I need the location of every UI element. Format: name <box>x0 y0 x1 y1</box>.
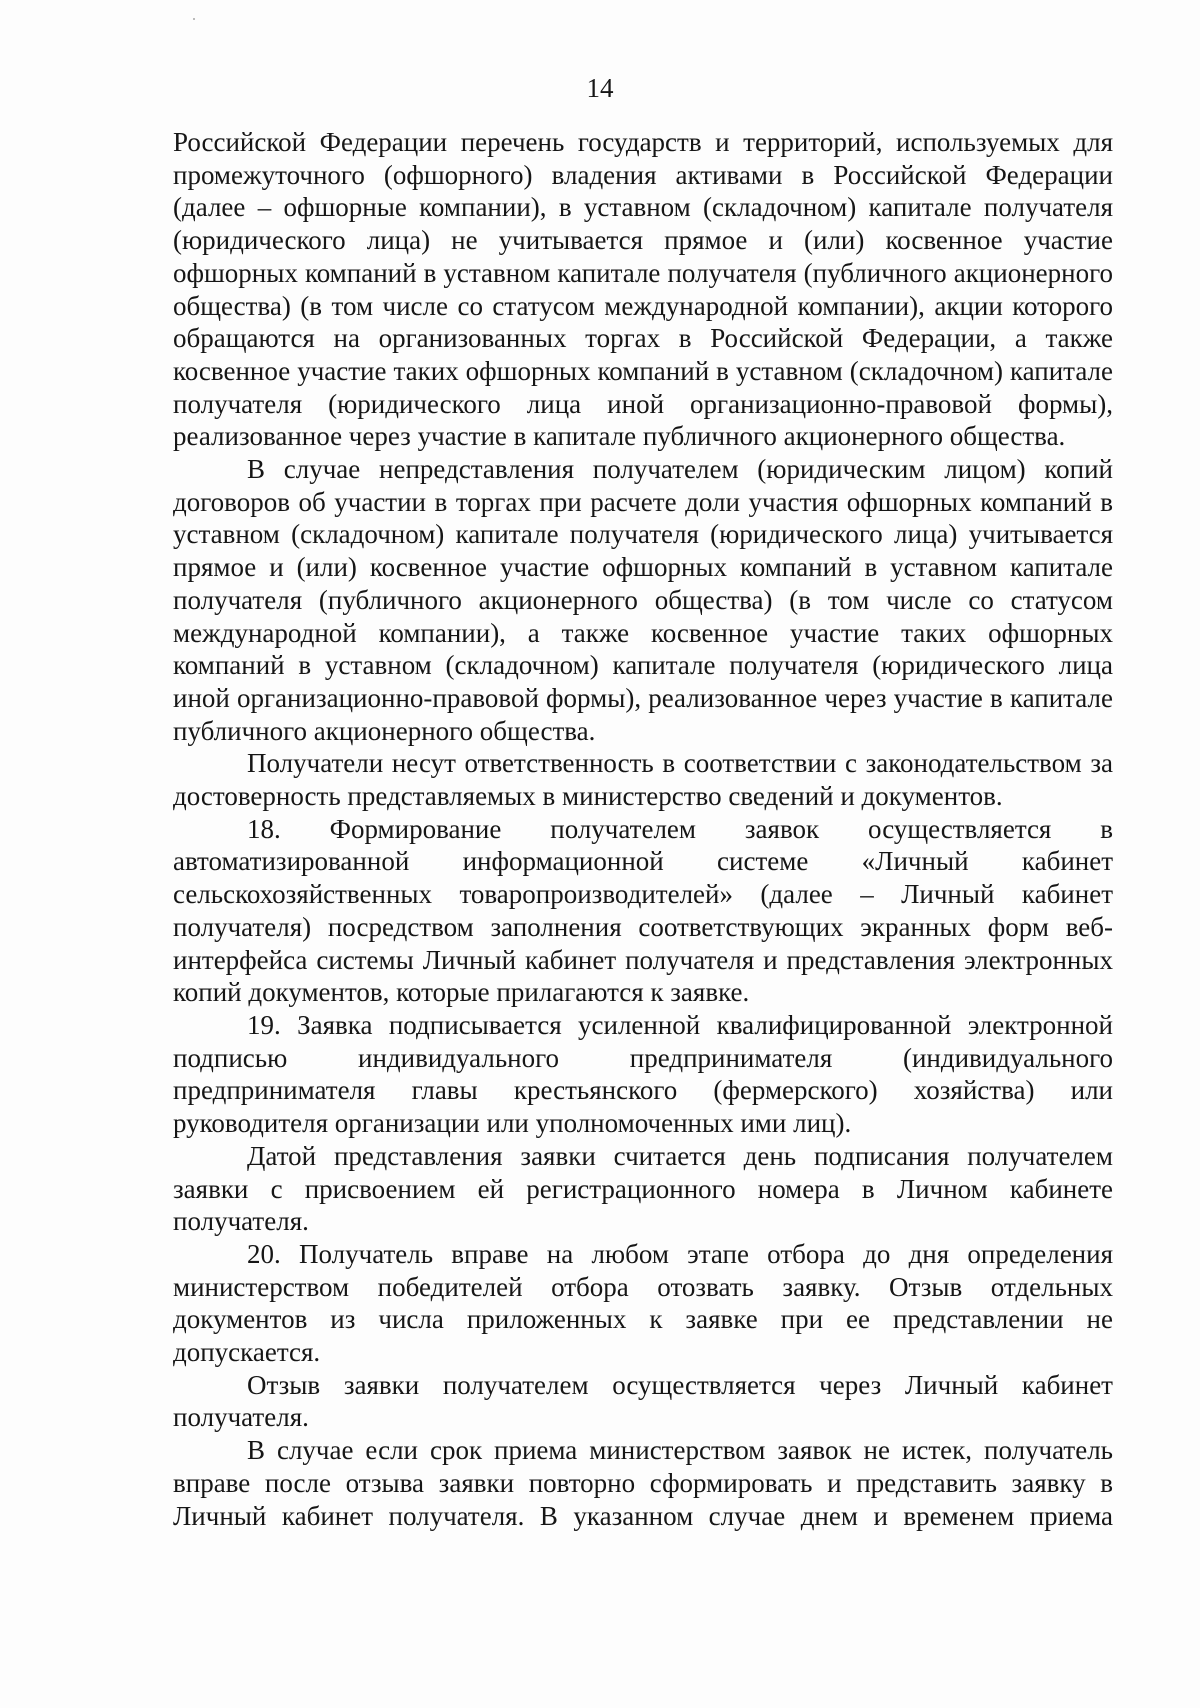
page-number: 14 <box>586 73 614 103</box>
paragraph-recipient-responsibility: Получатели несут ответственность в соответствии с законодательством за достоверность представляемых в министерство сведений и документов. <box>173 748 1113 812</box>
paragraph-clause-19: 19. Заявка подписывается усиленной квалифицированной электронной подписью индивидуального предпринимателя (индивидуального предпринимателя главы крестьянского (фермерского) хозяйства) или руководителя организации или уполномоченных ими лиц). <box>173 1009 1113 1139</box>
paragraph-withdrawal-method: Отзыв заявки получателем осуществляется через Личный кабинет получателя. <box>173 1369 1113 1433</box>
paragraph-offshore-exclusion: Российской Федерации перечень государств и территорий, используемых для промежуточного (офшорного) владения активами в Российской Федерации (далее – офшорные компании), в уставном (складочном) капитале получателя (юридического лица) не учитывается прямое и (или) косвенное участие офшорных компаний в уставном капитале получателя (публичного акционерного общества) (в том числе со статусом международной компании), акции которого обращаются на организованных торгах в Российской Федерации, а также косвенное участие таких офшорных компаний в уставном (складочном) капитале получателя (юридического лица иной организационно-правовой формы), реализованное через участие в капитале публичного акционерного общества. <box>173 127 1113 452</box>
paragraph-submission-date: Датой представления заявки считается день подписания получателем заявки с присвоением ей регистрационного номера в Личном кабинете получателя. <box>173 1140 1113 1237</box>
document-body <box>173 126 1113 1532</box>
paragraph-non-submission-contracts: В случае непредставления получателем (юридическим лицом) копий договоров об участии в торгах при расчете доли участия офшорных компаний в уставном (складочном) капитале получателя (юридического лица) учитывается прямое и (или) косвенное участие офшорных компаний в уставном капитале получателя (публичного акционерного общества) (в том числе со статусом международной компании), а также косвенное участие таких офшорных компаний в уставном (складочном) капитале получателя (юридического лица иной организационно-правовой формы), реализованное через участие в капитале публичного акционерного общества. <box>173 454 1113 746</box>
paragraph-resubmission: В случае если срок приема министерством заявок не истек, получатель вправе после отзыва заявки повторно сформировать и представить заявку в Личный кабинет получателя. В указанном случае днем и временем приема <box>173 1435 1113 1531</box>
paragraph-clause-20: 20. Получатель вправе на любом этапе отбора до дня определения министерством победителей отбора отозвать заявку. Отзыв отдельных документов из числа приложенных к заявке при ее представлении не допускается. <box>173 1238 1113 1368</box>
paragraph-clause-18: 18. Формирование получателем заявок осуществляется в автоматизированной информационной системе «Личный кабинет сельскохозяйственных товаропроизводителей» (далее – Личный кабинет получателя) посредством заполнения соответствующих экранных форм веб-интерфейса системы Личный кабинет получателя и представления электронных копий документов, которые прилагаются к заявке. <box>173 813 1113 1008</box>
scan-speck <box>193 18 195 20</box>
